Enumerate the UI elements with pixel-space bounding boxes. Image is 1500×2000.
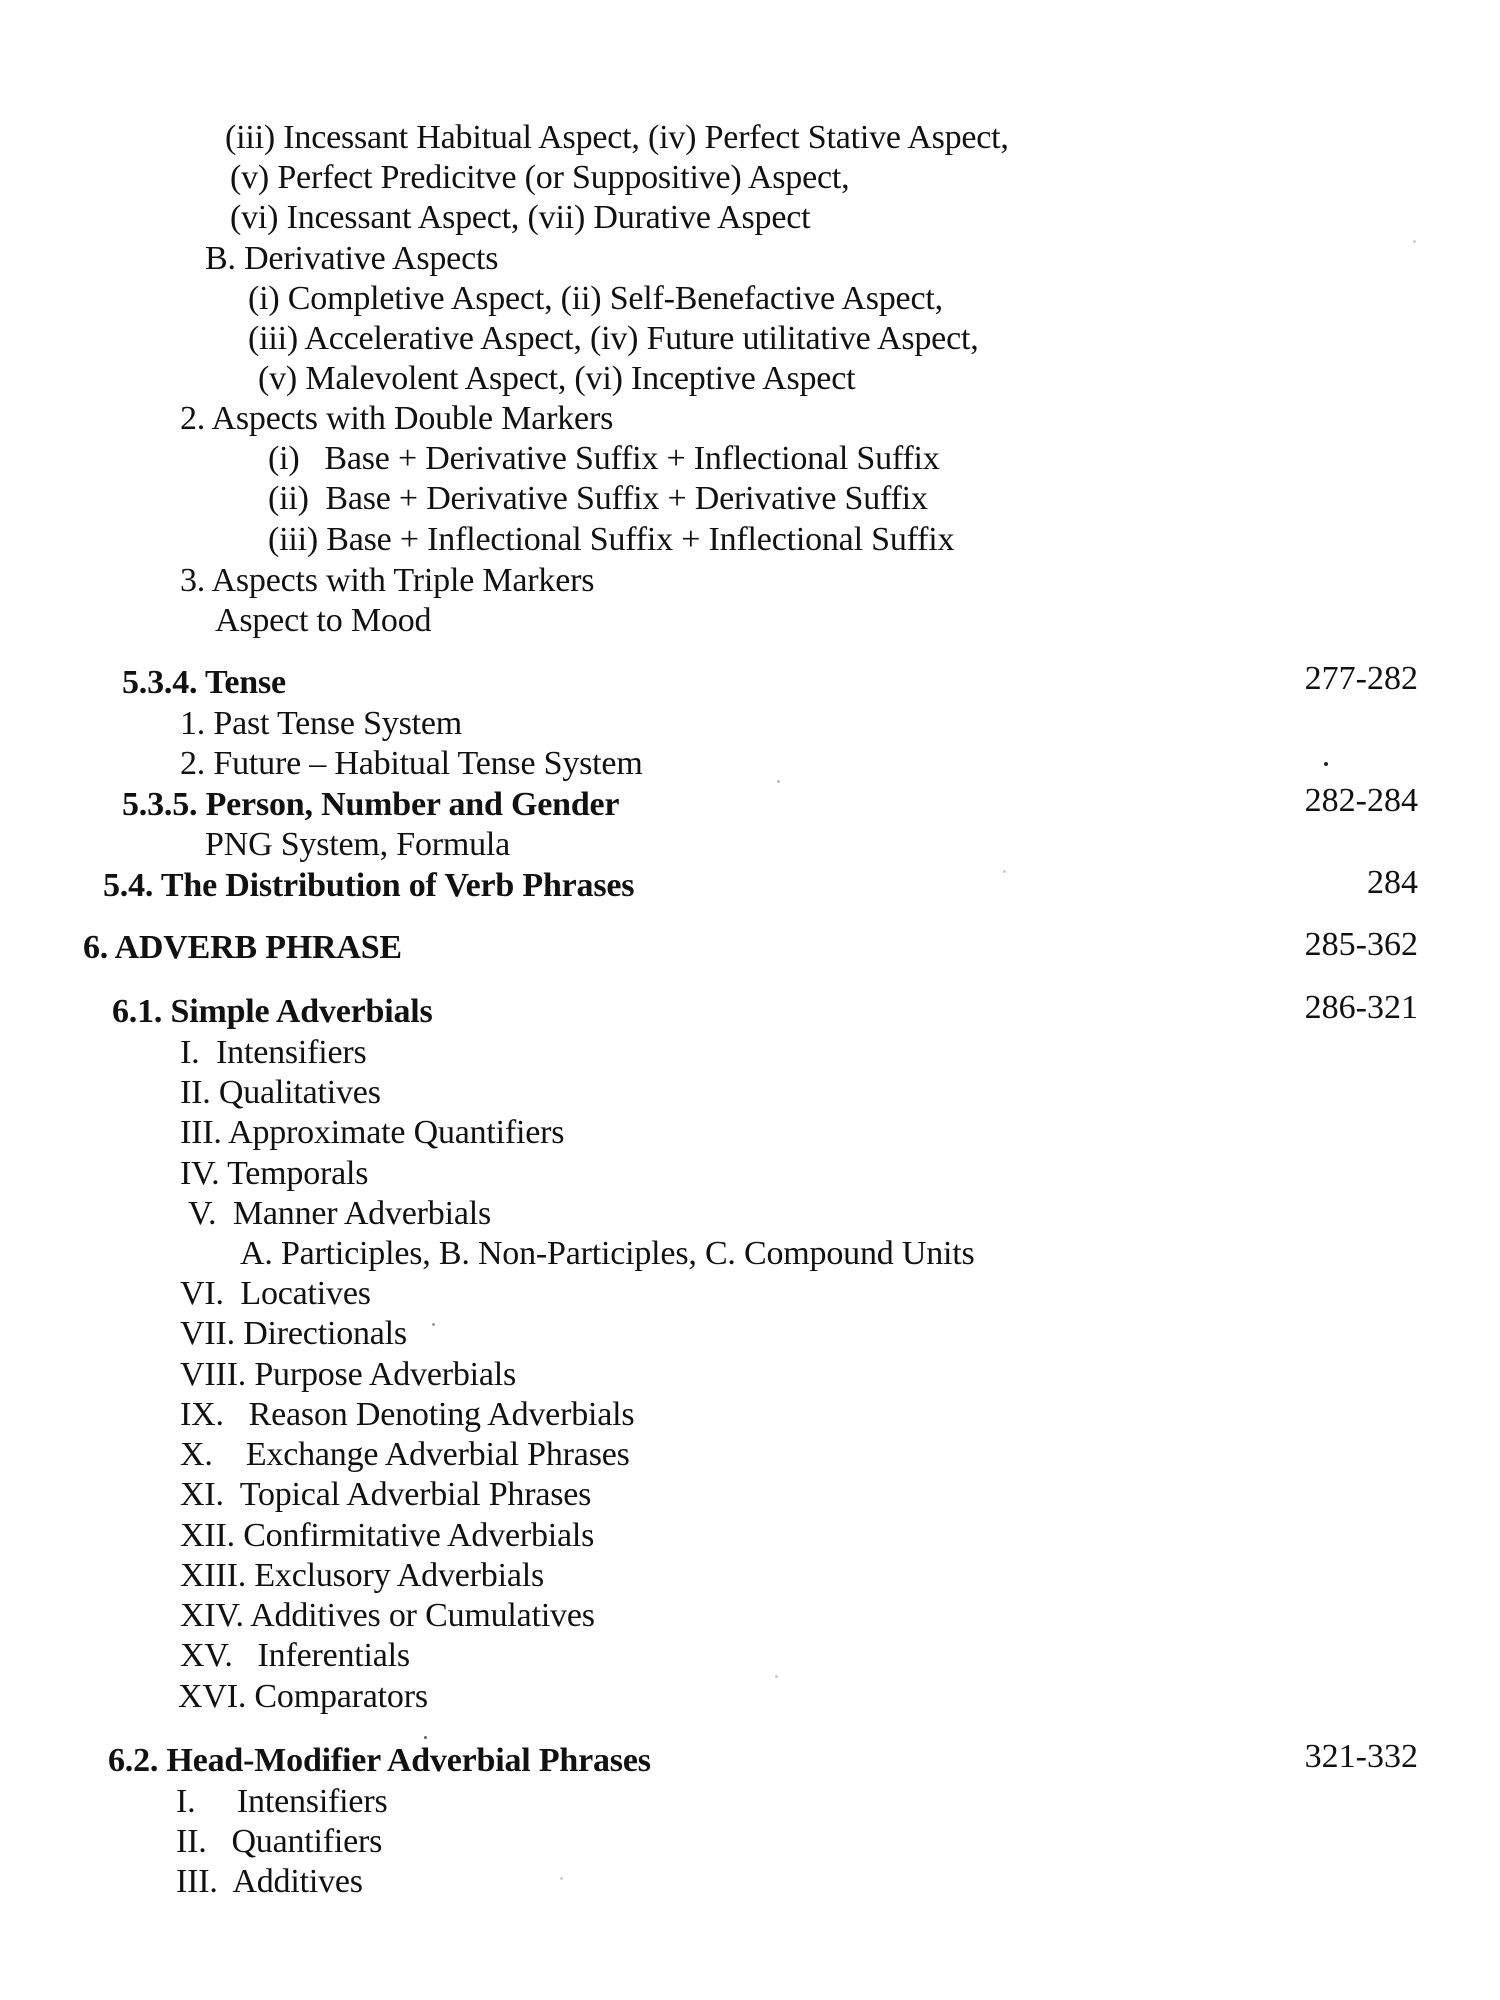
toc-chapter-heading: 6. ADVERB PHRASE (83, 929, 402, 966)
toc-entry: XIII. Exclusory Adverbials (180, 1557, 544, 1594)
toc-page-range: 282-284 (1304, 782, 1418, 819)
scan-speck (777, 780, 780, 783)
toc-entry: 2. Aspects with Double Markers (180, 400, 614, 437)
toc-entry: (vi) Incessant Aspect, (vii) Durative Aspect (230, 199, 811, 236)
toc-entry: PNG System, Formula (205, 826, 511, 863)
toc-entry: I. Intensifiers (176, 1783, 388, 1820)
toc-entry: (v) Perfect Predicitve (or Suppositive) Aspect, (230, 159, 850, 196)
toc-entry: X. Exchange Adverbial Phrases (180, 1436, 630, 1473)
toc-page-range: 284 (1367, 864, 1418, 901)
toc-entry: (v) Malevolent Aspect, (vi) Inceptive Aspect (258, 360, 856, 397)
toc-entry: B. Derivative Aspects (205, 240, 499, 277)
scan-speck (424, 1736, 427, 1739)
toc-page-range: 321-332 (1304, 1738, 1418, 1775)
toc-entry: 1. Past Tense System (180, 705, 462, 742)
toc-entry: VII. Directionals (180, 1315, 407, 1352)
toc-entry: XVI. Comparators (178, 1678, 428, 1715)
toc-entry: II. Qualitatives (180, 1074, 381, 1111)
toc-entry: XV. Inferentials (180, 1637, 410, 1674)
toc-entry: III. Additives (176, 1863, 363, 1900)
toc-entry: XII. Confirmitative Adverbials (180, 1517, 595, 1554)
toc-entry: VI. Locatives (180, 1275, 371, 1312)
toc-entry: (i) Base + Derivative Suffix + Inflectional Suffix (268, 440, 940, 477)
toc-entry: A. Participles, B. Non-Participles, C. Compound Units (240, 1235, 975, 1272)
toc-entry: 3. Aspects with Triple Markers (180, 562, 595, 599)
scan-speck (1413, 240, 1416, 243)
scan-speck (432, 1323, 435, 1326)
toc-entry: (iii) Incessant Habitual Aspect, (iv) Perfect Stative Aspect, (225, 119, 1009, 156)
toc-entry: V. Manner Adverbials (188, 1195, 492, 1232)
toc-entry: XIV. Additives or Cumulatives (180, 1597, 595, 1634)
scan-speck (1003, 870, 1006, 873)
toc-page-range: 286-321 (1304, 989, 1418, 1026)
toc-page-range: 277-282 (1304, 660, 1418, 697)
toc-entry: (iii) Base + Inflectional Suffix + Inflectional Suffix (268, 521, 955, 558)
toc-entry: II. Quantifiers (176, 1823, 383, 1860)
toc-entry: 2. Future – Habitual Tense System (180, 745, 643, 782)
toc-heading: 5.3.5. Person, Number and Gender (122, 786, 620, 823)
toc-entry: IV. Temporals (180, 1155, 369, 1192)
toc-entry: Aspect to Mood (215, 602, 432, 639)
toc-entry: III. Approximate Quantifiers (180, 1114, 565, 1151)
toc-entry: XI. Topical Adverbial Phrases (180, 1476, 592, 1513)
toc-entry: I. Intensifiers (180, 1034, 367, 1071)
toc-heading: 6.1. Simple Adverbials (112, 993, 433, 1030)
toc-entry: VIII. Purpose Adverbials (180, 1356, 517, 1393)
toc-heading: 6.2. Head-Modifier Adverbial Phrases (108, 1742, 651, 1779)
scan-speck (560, 1877, 563, 1880)
toc-entry: (ii) Base + Derivative Suffix + Derivative Suffix (268, 480, 928, 517)
toc-heading: 5.3.4. Tense (122, 664, 286, 701)
scan-speck (1324, 762, 1328, 766)
scan-speck (775, 1675, 778, 1678)
toc-entry: IX. Reason Denoting Adverbials (180, 1396, 635, 1433)
toc-entry: (iii) Accelerative Aspect, (iv) Future utilitative Aspect, (248, 320, 979, 357)
toc-heading: 5.4. The Distribution of Verb Phrases (103, 867, 635, 904)
toc-entry: (i) Completive Aspect, (ii) Self-Benefactive Aspect, (248, 280, 943, 317)
toc-page-range: 285-362 (1304, 926, 1418, 963)
